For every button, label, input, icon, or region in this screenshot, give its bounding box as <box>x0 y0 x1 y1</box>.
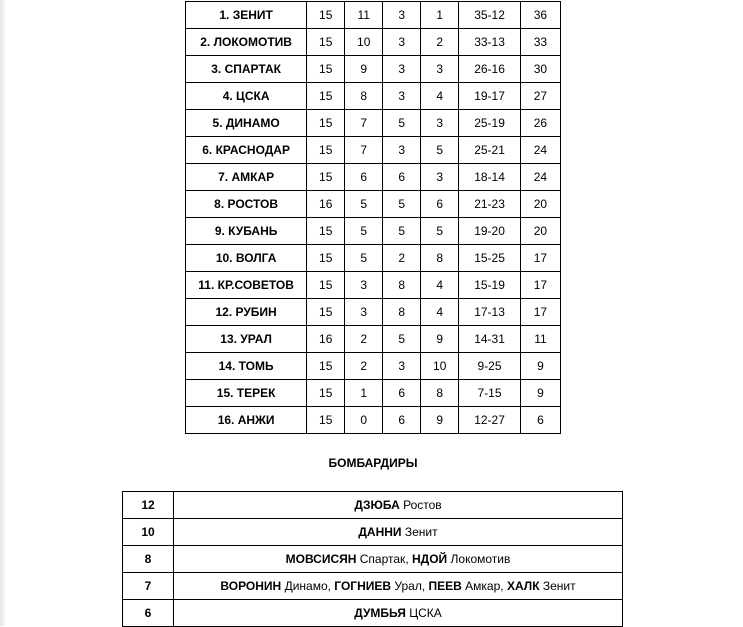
lost-cell: 9 <box>421 407 459 434</box>
points-cell: 24 <box>520 137 560 164</box>
points-cell: 36 <box>520 2 560 29</box>
points-cell: 6 <box>520 407 560 434</box>
points-cell: 9 <box>520 380 560 407</box>
scorers-row <box>123 600 623 627</box>
won-cell: 7 <box>345 137 383 164</box>
scorers-title: БОМБАРДИРЫ <box>328 456 418 470</box>
scorer-goals-cell: 6 <box>123 600 174 627</box>
player-name: ХАЛК <box>506 579 540 593</box>
player-club: Амкар <box>465 579 501 593</box>
won-cell: 8 <box>345 83 383 110</box>
lost-cell: 8 <box>421 380 459 407</box>
won-cell: 5 <box>345 245 383 272</box>
drawn-cell: 8 <box>383 299 421 326</box>
player-name: ДАННИ <box>358 525 402 539</box>
lost-cell: 4 <box>421 272 459 299</box>
team-cell: 1. ЗЕНИТ <box>186 2 307 29</box>
lost-cell: 4 <box>421 299 459 326</box>
played-cell: 15 <box>307 407 345 434</box>
scorer-goals-cell: 12 <box>123 492 174 519</box>
page-edge-shadow <box>0 0 5 626</box>
points-cell: 17 <box>520 272 560 299</box>
goals-cell: 15-19 <box>459 272 521 299</box>
drawn-cell: 3 <box>383 137 421 164</box>
player-club: Зенит <box>542 579 576 593</box>
goals-cell: 15-25 <box>459 245 521 272</box>
scorers-body <box>123 492 623 627</box>
scorer-goals-cell: 10 <box>123 519 174 546</box>
team-cell: 14. ТОМЬ <box>186 353 307 380</box>
points-cell: 30 <box>520 56 560 83</box>
won-cell: 7 <box>345 110 383 137</box>
player-club: Локомотив <box>450 552 511 566</box>
standings-row <box>186 191 561 218</box>
won-cell: 2 <box>345 326 383 353</box>
played-cell: 15 <box>307 110 345 137</box>
scorers-row <box>123 519 623 546</box>
player-name: МОВСИСЯН <box>285 552 357 566</box>
scorer-players-cell <box>174 519 623 546</box>
drawn-cell: 6 <box>383 407 421 434</box>
standings-row <box>186 56 561 83</box>
points-cell: 17 <box>520 299 560 326</box>
points-cell: 26 <box>520 110 560 137</box>
played-cell: 15 <box>307 353 345 380</box>
goals-cell: 18-14 <box>459 164 521 191</box>
lost-cell: 5 <box>421 137 459 164</box>
points-cell: 27 <box>520 83 560 110</box>
drawn-cell: 5 <box>383 110 421 137</box>
standings-row <box>186 137 561 164</box>
played-cell: 15 <box>307 272 345 299</box>
won-cell: 5 <box>345 218 383 245</box>
won-cell: 1 <box>345 380 383 407</box>
points-cell: 33 <box>520 29 560 56</box>
lost-cell: 4 <box>421 83 459 110</box>
drawn-cell: 5 <box>383 191 421 218</box>
played-cell: 15 <box>307 380 345 407</box>
lost-cell: 3 <box>421 164 459 191</box>
player-club: Спартак <box>359 552 406 566</box>
drawn-cell: 3 <box>383 29 421 56</box>
goals-cell: 17-13 <box>459 299 521 326</box>
team-cell: 7. АМКАР <box>186 164 307 191</box>
standings-row <box>186 272 561 299</box>
lost-cell: 9 <box>421 326 459 353</box>
team-cell: 4. ЦСКА <box>186 83 307 110</box>
goals-cell: 35-12 <box>459 2 521 29</box>
won-cell: 10 <box>345 29 383 56</box>
played-cell: 15 <box>307 299 345 326</box>
lost-cell: 3 <box>421 110 459 137</box>
team-cell: 12. РУБИН <box>186 299 307 326</box>
player-separator: , <box>405 552 412 566</box>
drawn-cell: 5 <box>383 326 421 353</box>
standings-row <box>186 29 561 56</box>
played-cell: 16 <box>307 191 345 218</box>
standings-row <box>186 245 561 272</box>
standings-table <box>185 1 561 434</box>
team-cell: 2. ЛОКОМОТИВ <box>186 29 307 56</box>
scorer-players-cell <box>174 546 623 573</box>
points-cell: 24 <box>520 164 560 191</box>
played-cell: 15 <box>307 29 345 56</box>
won-cell: 9 <box>345 56 383 83</box>
player-separator: , <box>421 579 429 593</box>
points-cell: 9 <box>520 353 560 380</box>
standings-row <box>186 218 561 245</box>
goals-cell: 19-20 <box>459 218 521 245</box>
team-cell: 5. ДИНАМО <box>186 110 307 137</box>
scorer-goals-cell: 7 <box>123 573 174 600</box>
player-club: Динамо <box>284 579 328 593</box>
team-cell: 13. УРАЛ <box>186 326 307 353</box>
played-cell: 15 <box>307 218 345 245</box>
played-cell: 15 <box>307 83 345 110</box>
player-club: ЦСКА <box>409 606 442 620</box>
drawn-cell: 3 <box>383 353 421 380</box>
won-cell: 5 <box>345 191 383 218</box>
goals-cell: 9-25 <box>459 353 521 380</box>
standings-body <box>186 2 561 434</box>
team-cell: 15. ТЕРЕК <box>186 380 307 407</box>
won-cell: 3 <box>345 272 383 299</box>
lost-cell: 1 <box>421 2 459 29</box>
goals-cell: 14-31 <box>459 326 521 353</box>
won-cell: 2 <box>345 353 383 380</box>
team-cell: 11. КР.СОВЕТОВ <box>186 272 307 299</box>
drawn-cell: 3 <box>383 2 421 29</box>
standings-row <box>186 2 561 29</box>
goals-cell: 33-13 <box>459 29 521 56</box>
goals-cell: 26-16 <box>459 56 521 83</box>
player-name: ДЗЮБА <box>354 498 400 512</box>
drawn-cell: 3 <box>383 83 421 110</box>
drawn-cell: 6 <box>383 380 421 407</box>
goals-cell: 25-21 <box>459 137 521 164</box>
points-cell: 20 <box>520 218 560 245</box>
player-club: Ростов <box>403 498 442 512</box>
team-cell: 6. КРАСНОДАР <box>186 137 307 164</box>
drawn-cell: 2 <box>383 245 421 272</box>
lost-cell: 5 <box>421 218 459 245</box>
player-name: ВОРОНИН <box>220 579 282 593</box>
points-cell: 20 <box>520 191 560 218</box>
scorers-row <box>123 492 623 519</box>
played-cell: 16 <box>307 326 345 353</box>
goals-cell: 19-17 <box>459 83 521 110</box>
scorer-players-cell <box>174 573 623 600</box>
won-cell: 0 <box>345 407 383 434</box>
player-name: НДОЙ <box>411 552 448 566</box>
standings-row <box>186 407 561 434</box>
team-cell: 8. РОСТОВ <box>186 191 307 218</box>
goals-cell: 12-27 <box>459 407 521 434</box>
scorer-goals-cell: 8 <box>123 546 174 573</box>
won-cell: 6 <box>345 164 383 191</box>
drawn-cell: 6 <box>383 164 421 191</box>
scorer-players-cell <box>174 492 623 519</box>
player-name: ДУМБЬЯ <box>354 606 406 620</box>
goals-cell: 7-15 <box>459 380 521 407</box>
standings-row <box>186 326 561 353</box>
drawn-cell: 5 <box>383 218 421 245</box>
scorers-table <box>122 491 623 627</box>
goals-cell: 25-19 <box>459 110 521 137</box>
team-cell: 3. СПАРТАК <box>186 56 307 83</box>
won-cell: 3 <box>345 299 383 326</box>
standings-row <box>186 380 561 407</box>
team-cell: 16. АНЖИ <box>186 407 307 434</box>
played-cell: 15 <box>307 137 345 164</box>
scorers-row <box>123 573 623 600</box>
team-cell: 10. ВОЛГА <box>186 245 307 272</box>
played-cell: 15 <box>307 164 345 191</box>
lost-cell: 10 <box>421 353 459 380</box>
drawn-cell: 3 <box>383 56 421 83</box>
lost-cell: 6 <box>421 191 459 218</box>
standings-row <box>186 164 561 191</box>
player-separator: , <box>327 579 335 593</box>
standings-row <box>186 299 561 326</box>
won-cell: 11 <box>345 2 383 29</box>
player-name: ГОГНИЕВ <box>334 579 392 593</box>
player-club: Урал <box>394 579 422 593</box>
player-name: ПЕЕВ <box>428 579 462 593</box>
standings-row <box>186 83 561 110</box>
lost-cell: 3 <box>421 56 459 83</box>
player-club: Зенит <box>404 525 438 539</box>
played-cell: 15 <box>307 2 345 29</box>
scorer-players-cell <box>174 600 623 627</box>
played-cell: 15 <box>307 245 345 272</box>
points-cell: 17 <box>520 245 560 272</box>
standings-row <box>186 353 561 380</box>
scorers-row <box>123 546 623 573</box>
standings-row <box>186 110 561 137</box>
player-separator: , <box>500 579 507 593</box>
team-cell: 9. КУБАНЬ <box>186 218 307 245</box>
played-cell: 15 <box>307 56 345 83</box>
points-cell: 11 <box>520 326 560 353</box>
lost-cell: 2 <box>421 29 459 56</box>
drawn-cell: 8 <box>383 272 421 299</box>
lost-cell: 8 <box>421 245 459 272</box>
goals-cell: 21-23 <box>459 191 521 218</box>
